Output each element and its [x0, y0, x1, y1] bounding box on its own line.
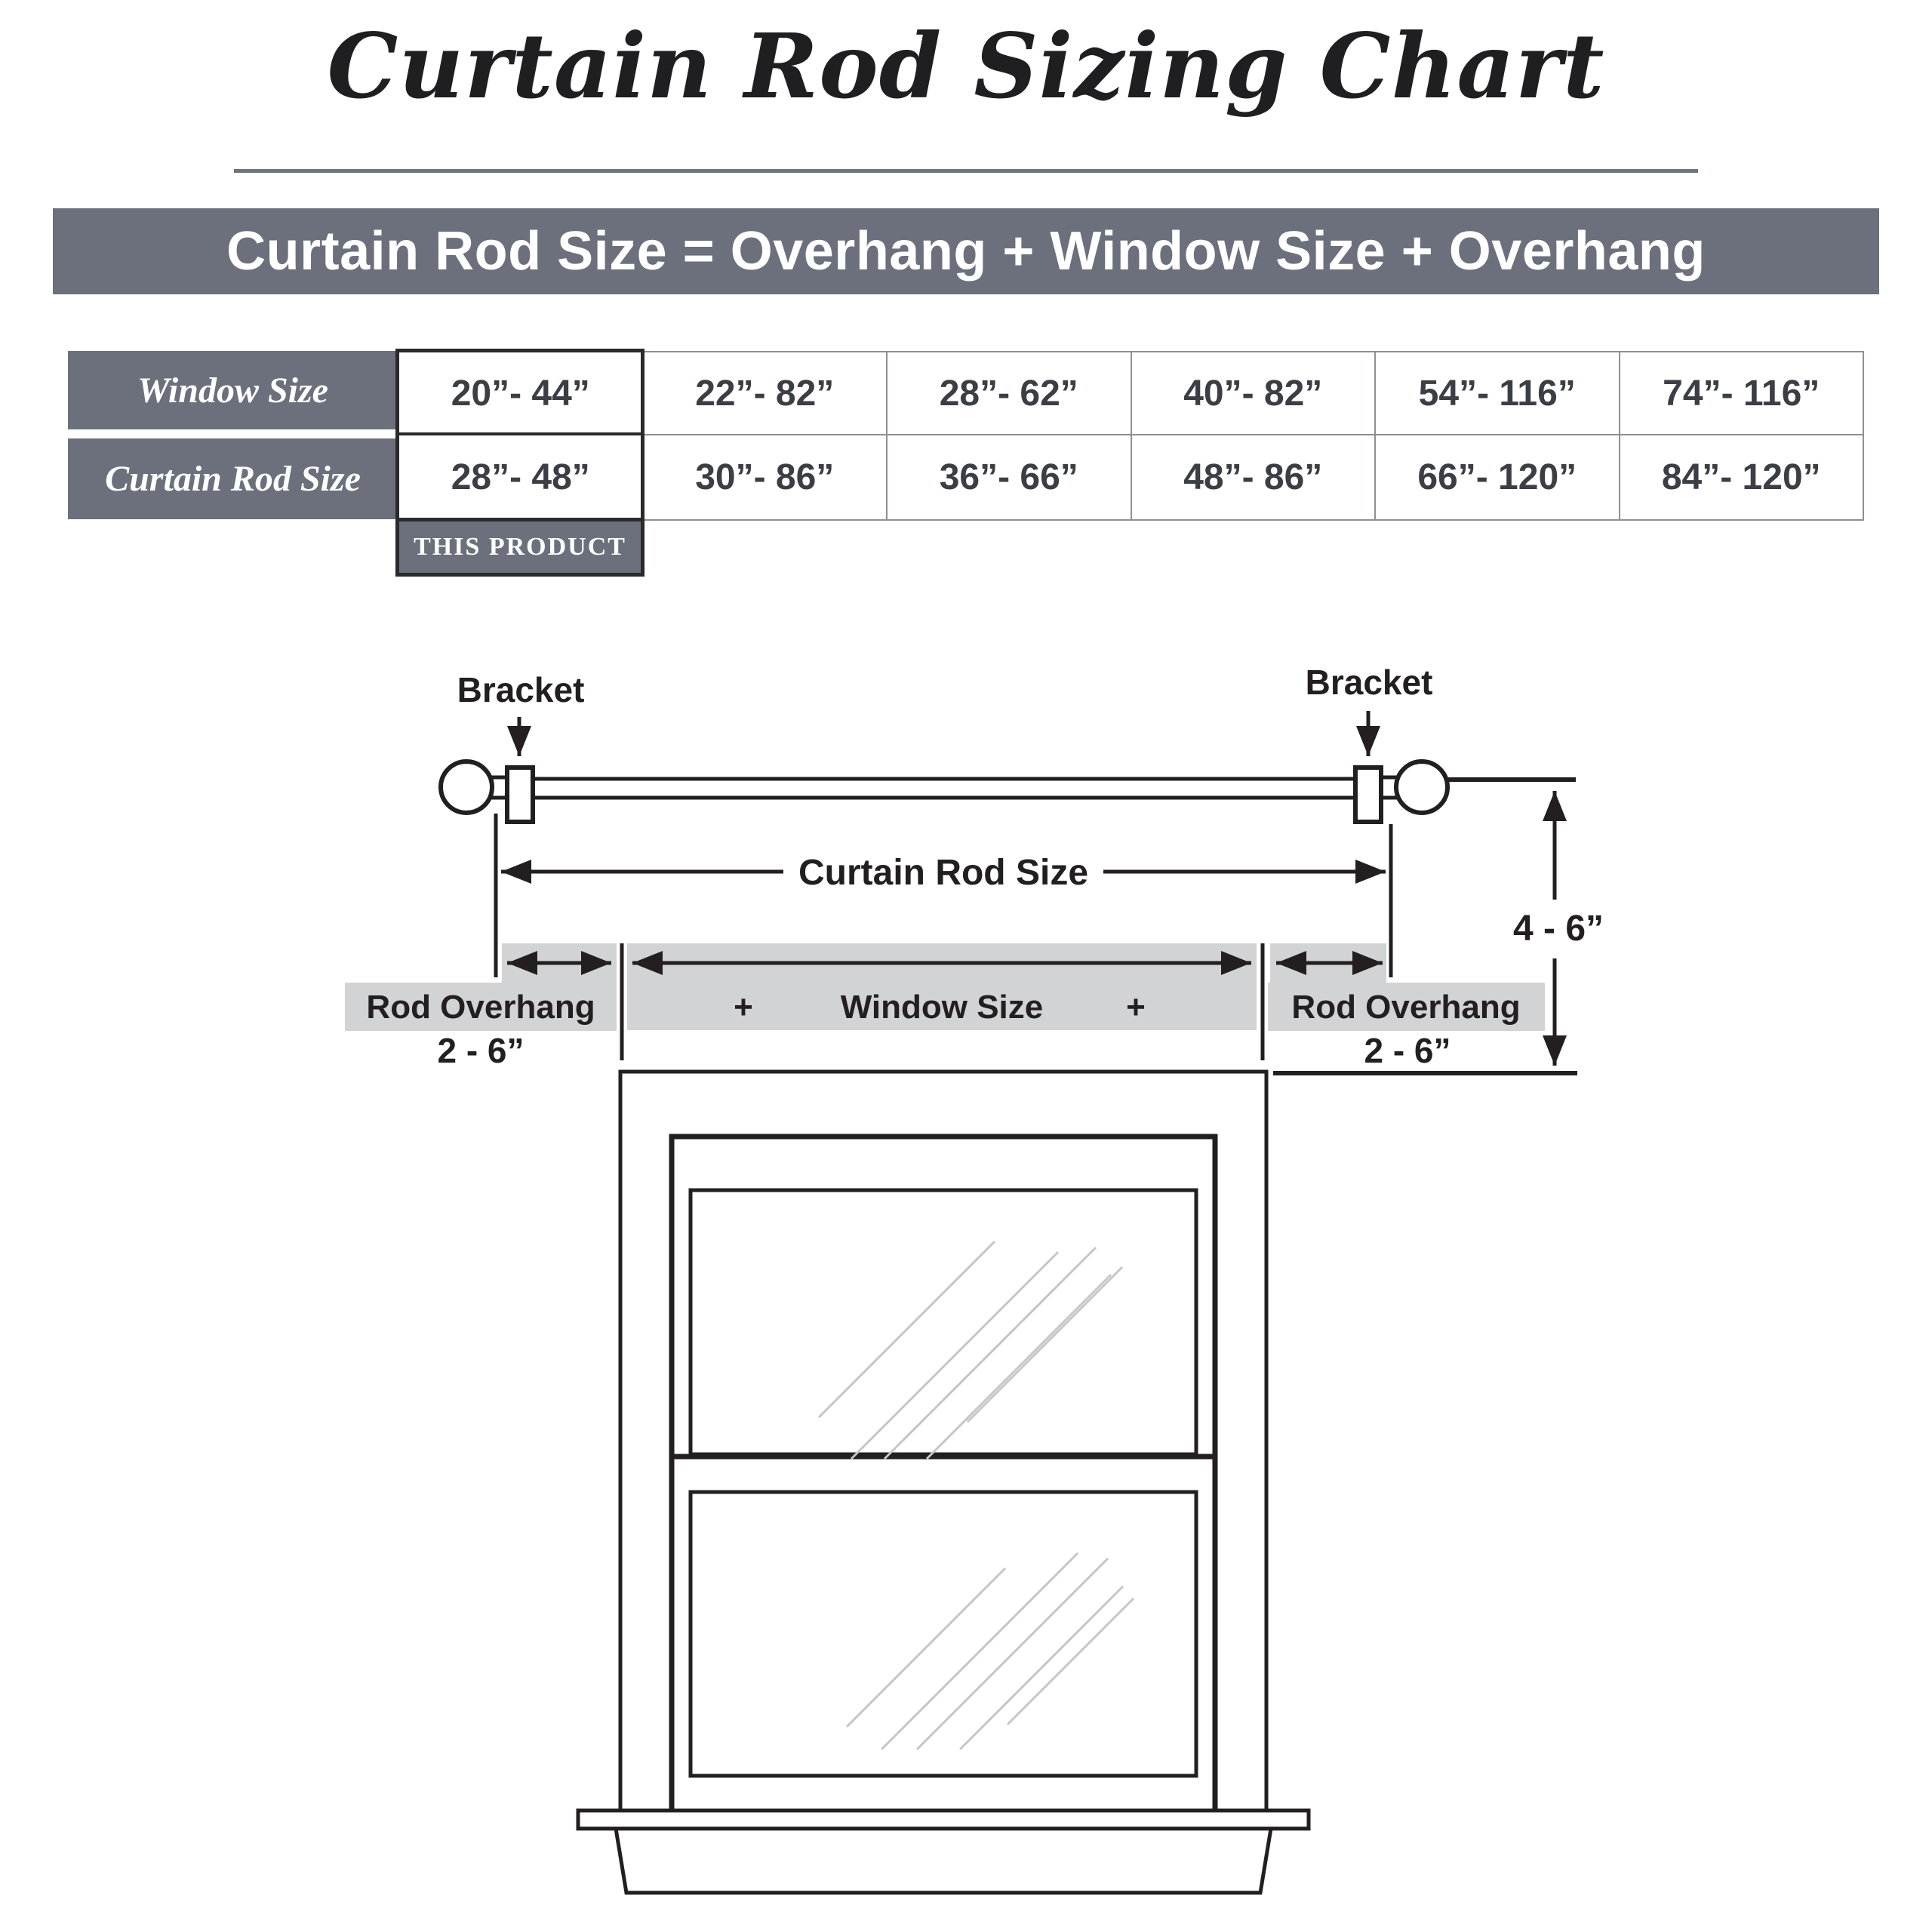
finial-right [1396, 761, 1447, 813]
window-size-cell: 74”- 116” [1620, 352, 1865, 435]
plus-left: + [734, 989, 753, 1026]
row-header-window-size: Window Size [68, 351, 398, 429]
window-size-cell: 28”- 62” [888, 352, 1132, 435]
rod-size-cell: 28”- 48” [399, 435, 644, 521]
rod-body [531, 779, 1358, 798]
window-illustration [578, 1072, 1309, 1893]
window-size-label: Window Size [840, 989, 1044, 1026]
overhang-range-right: 2 - 6” [1364, 1031, 1451, 1070]
rod-overhang-left-label: Rod Overhang [366, 989, 595, 1026]
bracket-label-left: Bracket [457, 670, 585, 709]
curtain-rod [441, 761, 1447, 822]
bracket-label-right: Bracket [1305, 663, 1433, 702]
lower-glass-pane [691, 1492, 1196, 1776]
rod-size-cell: 48”- 86” [1132, 435, 1377, 521]
rod-size-cell: 36”- 66” [888, 435, 1132, 521]
row-header-curtain-rod-size: Curtain Rod Size [68, 438, 398, 519]
plus-right: + [1126, 989, 1146, 1026]
page-title: Curtain Rod Sizing Chart [327, 14, 1605, 118]
window-sill [578, 1810, 1309, 1829]
window-size-cell: 40”- 82” [1132, 352, 1377, 435]
window-size-cell: 54”- 116” [1376, 352, 1620, 435]
window-size-cell: 20”- 44” [399, 352, 644, 435]
curtain-rod-size-label: Curtain Rod Size [798, 853, 1089, 893]
finial-left [441, 761, 492, 813]
formula-text: Curtain Rod Size = Overhang + Window Size + Overhang [226, 221, 1706, 281]
this-product-badge: THIS PRODUCT [395, 518, 645, 577]
rod-size-cell: 30”- 86” [644, 435, 888, 521]
rod-overhang-right-label: Rod Overhang [1291, 989, 1521, 1026]
bracket-left [507, 768, 533, 822]
rod-height-range-label: 4 - 6” [1512, 909, 1604, 949]
rod-size-cell: 84”- 120” [1620, 435, 1865, 521]
rod-size-cell: 66”- 120” [1376, 435, 1620, 521]
bracket-right [1355, 768, 1381, 822]
overhang-range-left: 2 - 6” [437, 1031, 525, 1070]
window-size-cell: 22”- 82” [644, 352, 888, 435]
window-apron [616, 1829, 1271, 1893]
upper-glass-pane [691, 1190, 1196, 1454]
